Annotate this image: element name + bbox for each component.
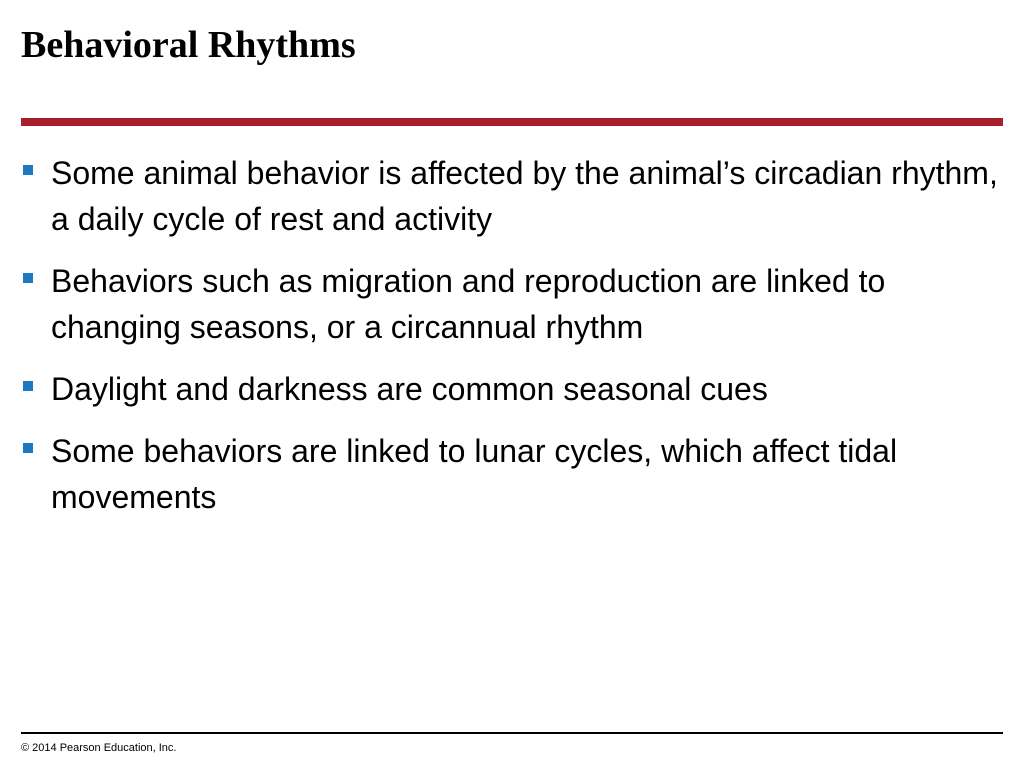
bullet-text: Some animal behavior is affected by the animal’s circadian rhythm, a daily cycle of rest and activity xyxy=(51,155,998,237)
bullet-text: Some behaviors are linked to lunar cycles, which affect tidal movements xyxy=(51,433,898,515)
square-bullet-icon xyxy=(23,443,33,453)
slide-title: Behavioral Rhythms xyxy=(21,24,356,66)
bullet-item xyxy=(0,150,1000,242)
bullet-text: Behaviors such as migration and reproduction are linked to changing seasons, or a circannual rhythm xyxy=(51,263,886,345)
square-bullet-icon xyxy=(23,381,33,391)
square-bullet-icon xyxy=(23,273,33,283)
square-bullet-icon xyxy=(23,165,33,175)
footer-divider xyxy=(21,732,1003,734)
bullet-list xyxy=(0,150,1000,536)
bullet-item xyxy=(0,366,1000,412)
bullet-item xyxy=(0,428,1000,520)
bullet-item xyxy=(0,258,1000,350)
title-divider xyxy=(21,118,1003,126)
copyright-notice: © 2014 Pearson Education, Inc. xyxy=(21,742,177,754)
bullet-text: Daylight and darkness are common seasonal cues xyxy=(51,371,768,407)
